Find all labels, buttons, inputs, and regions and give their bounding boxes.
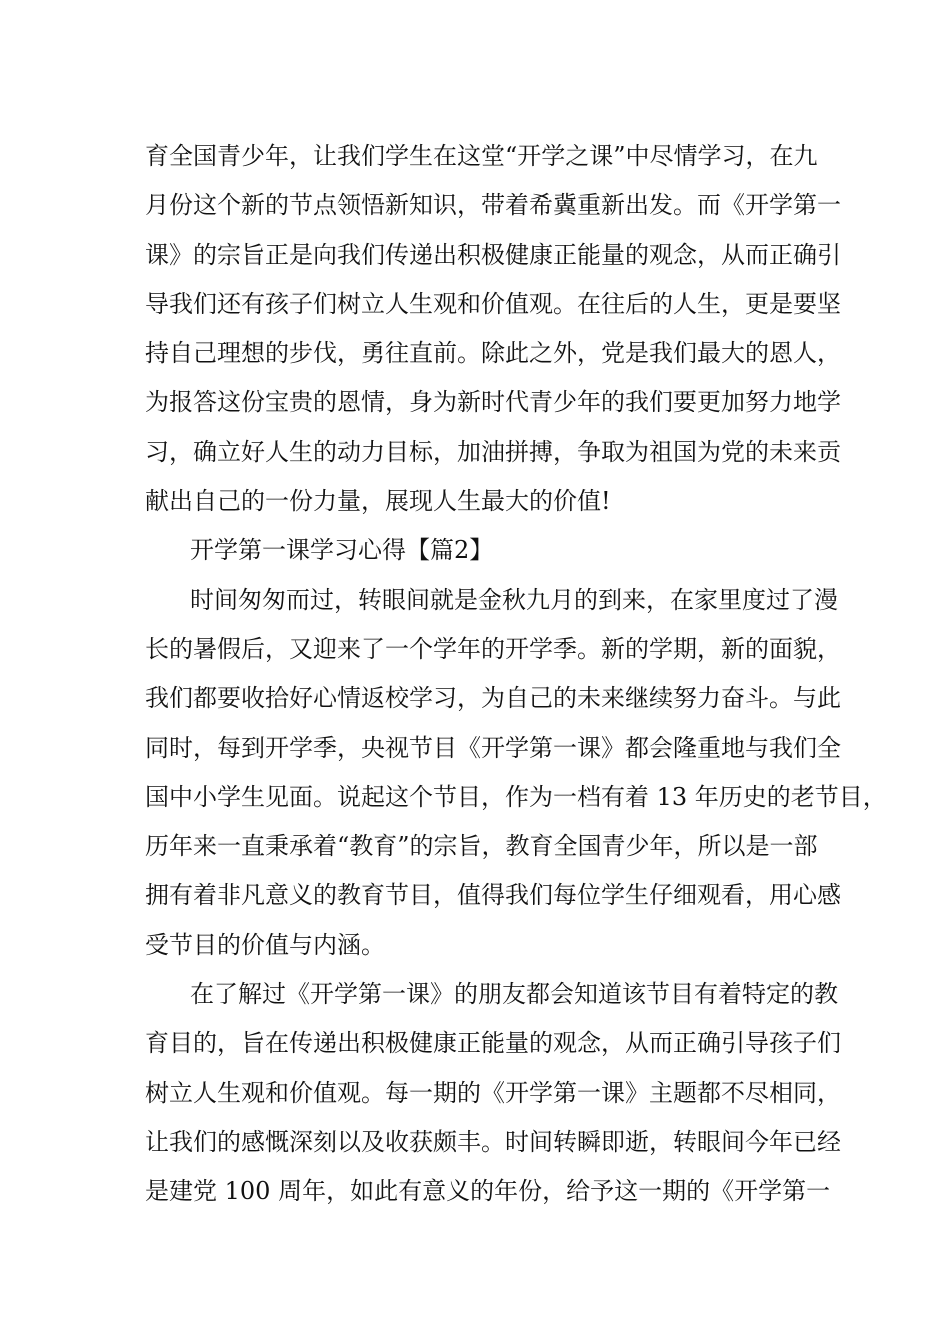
document-body (145, 132, 887, 1217)
text-line: 拥有着非凡意义的教育节目，值得我们每位学生仔细观看，用心感 (145, 881, 841, 910)
text-line: 育目的，旨在传递出积极健康正能量的观念，从而正确引导孩子们 (145, 1029, 841, 1058)
text-line: 让我们的感慨深刻以及收获颇丰。时间转瞬即逝，转眼间今年已经 (145, 1127, 841, 1156)
text-line: 在了解过《开学第一课》的朋友都会知道该节目有着特定的教 (190, 980, 838, 1009)
text-line: 月份这个新的节点领悟新知识，带着希冀重新出发。而《开学第一 (145, 191, 841, 220)
text-line: 长的暑假后，又迎来了一个学年的开学季。新的学期，新的面貌， (145, 634, 841, 663)
text-line: 导我们还有孩子们树立人生观和价值观。在往后的人生，更是要坚 (145, 289, 841, 318)
text-line: 是建党 100 周年，如此有意义的年份，给予这一期的《开学第一 (145, 1177, 831, 1206)
text-line: 持自己理想的步伐，勇往直前。除此之外，党是我们最大的恩人， (145, 339, 841, 368)
text-line: 为报答这份宝贵的恩情，身为新时代青少年的我们要更加努力地学 (145, 388, 841, 417)
text-line: 育全国青少年，让我们学生在这堂“开学之课”中尽情学习，在九 (145, 142, 818, 170)
text-line: 国中小学生见面。说起这个节目，作为一档有着 13 年历史的老节目， (145, 782, 887, 811)
text-line: 我们都要收拾好心情返校学习，为自己的未来继续努力奋斗。与此 (145, 684, 841, 713)
text-line: 献出自己的一份力量，展现人生最大的价值! (145, 487, 611, 516)
text-line: 习，确立好人生的动力目标，加油拼搏，争取为祖国为党的未来贡 (145, 437, 841, 466)
section-heading: 开学第一课学习心得【篇2】 (190, 536, 494, 565)
text-line: 同时，每到开学季，央视节目《开学第一课》都会隆重地与我们全 (145, 733, 841, 762)
text-line: 树立人生观和价值观。每一期的《开学第一课》主题都不尽相同， (145, 1078, 841, 1107)
text-line: 历年来一直秉承着“教育”的宗旨，教育全国青少年，所以是一部 (145, 832, 818, 861)
text-line: 课》的宗旨正是向我们传递出积极健康正能量的观念，从而正确引 (145, 240, 841, 269)
text-line: 时间匆匆而过，转眼间就是金秋九月的到来，在家里度过了漫 (190, 585, 838, 614)
text-line: 受节目的价值与内涵。 (145, 930, 385, 959)
